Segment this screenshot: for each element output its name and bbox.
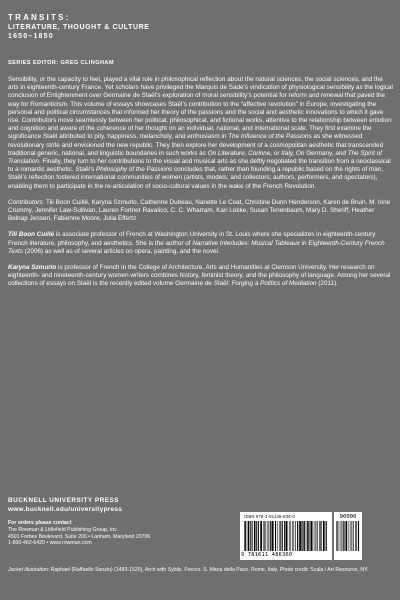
order-heading: For orders please contact [8, 520, 72, 526]
series-years: 1650–1850 [8, 32, 54, 40]
series-subtitle: LITERATURE, THOUGHT & CULTURE [8, 23, 150, 31]
barcode-bar [351, 521, 352, 551]
order-line-2: 4501 Forbes Boulevard, Suite 200 • Lanham, Maryland 20706 [8, 533, 151, 540]
barcode-bar [264, 521, 265, 551]
barcode-bar [258, 521, 259, 551]
barcode-bar [244, 521, 245, 551]
barcode-bar [270, 521, 271, 551]
barcode-bar [278, 521, 279, 551]
description-paragraph [8, 76, 394, 191]
barcode-bar [254, 521, 255, 551]
publisher-url: www.bucknell.edu/universitypress [8, 505, 123, 513]
barcode-bar [290, 521, 291, 551]
book-titles-works: On Literature, Corinne, or Italy, On Germany, and The Spirit of Translation [8, 149, 382, 166]
barcode-bar [272, 521, 274, 551]
barcode-bar [268, 521, 269, 551]
barcode-bar [266, 521, 267, 551]
price-code: 90000 [339, 514, 357, 520]
jacket-label: Jacket illustration: [8, 567, 50, 573]
barcode-bar [345, 521, 346, 551]
publisher-block [8, 497, 122, 514]
barcode-bar [315, 521, 316, 551]
editor-book-title: Germaine de Staël: Forging a Politics of Mediation [175, 280, 317, 288]
barcode-bar [245, 521, 246, 551]
barcode-bar [358, 521, 359, 551]
barcode-bar [303, 521, 304, 551]
book-title-influence: The Influence of the Passions [228, 133, 312, 141]
barcode-bar [308, 521, 309, 551]
series-editor: SERIES EDITOR: GREG CLINGHAM [8, 60, 114, 66]
publisher-name: BUCKNELL UNIVERSITY PRESS [8, 497, 119, 504]
barcode-bar [339, 521, 340, 551]
barcode-bar [355, 521, 356, 551]
barcode-bar [352, 521, 353, 551]
cover-copy [8, 76, 394, 297]
barcode-bar [256, 521, 257, 551]
barcode-bar [317, 521, 318, 551]
barcode-bar [320, 521, 321, 551]
barcode-bar [313, 521, 314, 551]
order-info [8, 520, 238, 547]
barcode-bar [353, 521, 354, 551]
editor-name-cuille: Tili Boon Cuillé [8, 231, 55, 239]
jacket-credit [8, 567, 394, 574]
price-barcode [334, 512, 362, 560]
barcode-bar [319, 521, 320, 551]
barcode-bar [282, 521, 283, 551]
editor-bio-text-b: (2011). [316, 280, 338, 288]
series-header [8, 13, 308, 41]
barcode-bars [244, 521, 328, 551]
barcode-bar [252, 521, 253, 551]
barcode-bar [250, 521, 251, 551]
barcode-digits: 9 781611 486360 [241, 552, 293, 558]
barcode-bar [336, 521, 337, 551]
barcode-bar [301, 521, 302, 551]
contributors-label: Contributors: [8, 198, 45, 206]
editor-bio-text-a: is associate professor of French at Washington University in St. Louis where she specializes in eighteenth-century French literature, philosophy, and aesthetics. She is the author of [8, 231, 376, 247]
barcode-bar [343, 521, 344, 551]
book-title-main: Staël’s Philosophy of the Passions [75, 166, 173, 174]
barcode-bar [326, 521, 327, 551]
isbn-barcode [240, 512, 332, 560]
contributors-names: Tili Boon Cuillé, Karyna Szmurlo, Catherine Dubeau, Nanette Le Coat, Christine Dunn Henderson, Karen de Bruin, M. Ione Crummy, Jennifer Law-Sullivan, Lauren Fortner Ravalico, C. C. Wharram, Kari Lokke, Susan Tenenbaum, Mary D. Sheriff, Heather Belnap Jensen, Fabienne Moore, Julia Effertz [8, 198, 391, 223]
barcode-bar [356, 521, 357, 551]
barcode-bar [297, 521, 298, 551]
barcode-bar [260, 521, 262, 551]
editor-bio-text-a: is professor of French in the College of Architecture, Arts and Humanities at Clemson University. Her research on eighteenth- and nineteenth-century women writers combines history, feminist theory, and the philosophy of language. Among her several collections of essays on Staël is the recently edited volume [8, 264, 391, 288]
barcode-bar [316, 521, 317, 551]
series-title: TRANSITS: [8, 13, 71, 22]
barcode-bar [342, 521, 343, 551]
barcode-bar [323, 521, 325, 551]
editor-bio-szmurlo [8, 264, 394, 289]
barcode-bar [349, 521, 350, 551]
barcode-bar [341, 521, 342, 551]
barcode-bar [289, 521, 290, 551]
barcode-bar [292, 521, 293, 551]
barcode-bar [248, 521, 250, 551]
order-line-1: The Rowman & Littlefield Publishing Group, Inc. [8, 526, 119, 533]
isbn-number: ISBN 978-1-61148-636-0 [244, 514, 295, 519]
barcode-bar [295, 521, 296, 551]
barcode-bar [286, 521, 288, 551]
barcode-bar [304, 521, 305, 551]
barcode-bar [275, 521, 276, 551]
barcode-bar [263, 521, 264, 551]
editor-book-title: Narrative Interludes: Musical Tableaux in Eighteenth-Century French Texts [8, 239, 385, 255]
editor-bio-text-b: (2006) as well as of several articles on opera, painting, and the novel. [22, 247, 220, 255]
barcode-bar [280, 521, 281, 551]
description-text-a: Sensibility, or the capacity to feel, played a vital role in philosophical reflection about the natural sciences, the social sciences, and the arts in eighteenth-century France. Yet scholars have privileged the Marquis de Sade’s vindication of physiological sensibility as the logical conclusion of Enlightenment over Germaine de Staël’s exploration of moral sensibility’s potential for reform and renewal that paved the way for Romanticism. This volume of essays showcases Staël’s contribution to the “affective revolution” in Europe, investigating the personal and political circumstances that informed her theory of the passions and the social and aesthetic innovations to which it gave rise. Contributors move seamlessly between her political, philosophical, and fictional works, attentive to the relationship between emotion and cognition and aware of the coherence of her thought on an individual, national, and international scale. They first examine the significance Staël attributed to pity, happiness, melancholy, and enthusiasm in [8, 76, 393, 141]
barcode-bar [346, 521, 347, 551]
barcode-bar [310, 521, 312, 551]
barcode-bar [307, 521, 308, 551]
barcode-bar [269, 521, 270, 551]
description-text-b: as she witnessed revolutionary strife and envisioned the new republic. They then explore her development of a cosmopolitan aesthetic that transcended traditional generic, national, and linguistic boundaries in such works as [8, 133, 384, 157]
description-text-c: . Finally, they turn to her contributions to the visual and musical arts as she deftly negotiated the transition from a neoclassical to a romantic aesthetic. [8, 158, 391, 174]
jacket-text: Raphael (Raffaello Sanzio) (1483-1520), Arch with Sybils. Fresco. S. Maria della Pace. Rome, Italy. Photo credit: Scala / Art Resource, NY. [49, 567, 369, 573]
barcode-bar [284, 521, 285, 551]
barcode-bar [294, 521, 295, 551]
price-barcode-bars [336, 521, 360, 551]
editor-bio-cuille [8, 231, 394, 256]
barcode-bar [337, 521, 338, 551]
contributors-paragraph [8, 199, 394, 224]
description-text-d: concludes that, rather than founding a republic based on the rights of man, Staël’s reflection fostered international communities of women (artists, models, and collectors; authors, performers, and spectators), enabling them to participate in the re-articulation of socio-cultural values in the wake of the French Revolution. [8, 166, 384, 190]
barcode-bar [299, 521, 301, 551]
editor-name-szmurlo: Karyna Szmurlo [8, 264, 57, 272]
order-line-3: 1-800-462-6420 • www.rowman.com [8, 540, 92, 547]
